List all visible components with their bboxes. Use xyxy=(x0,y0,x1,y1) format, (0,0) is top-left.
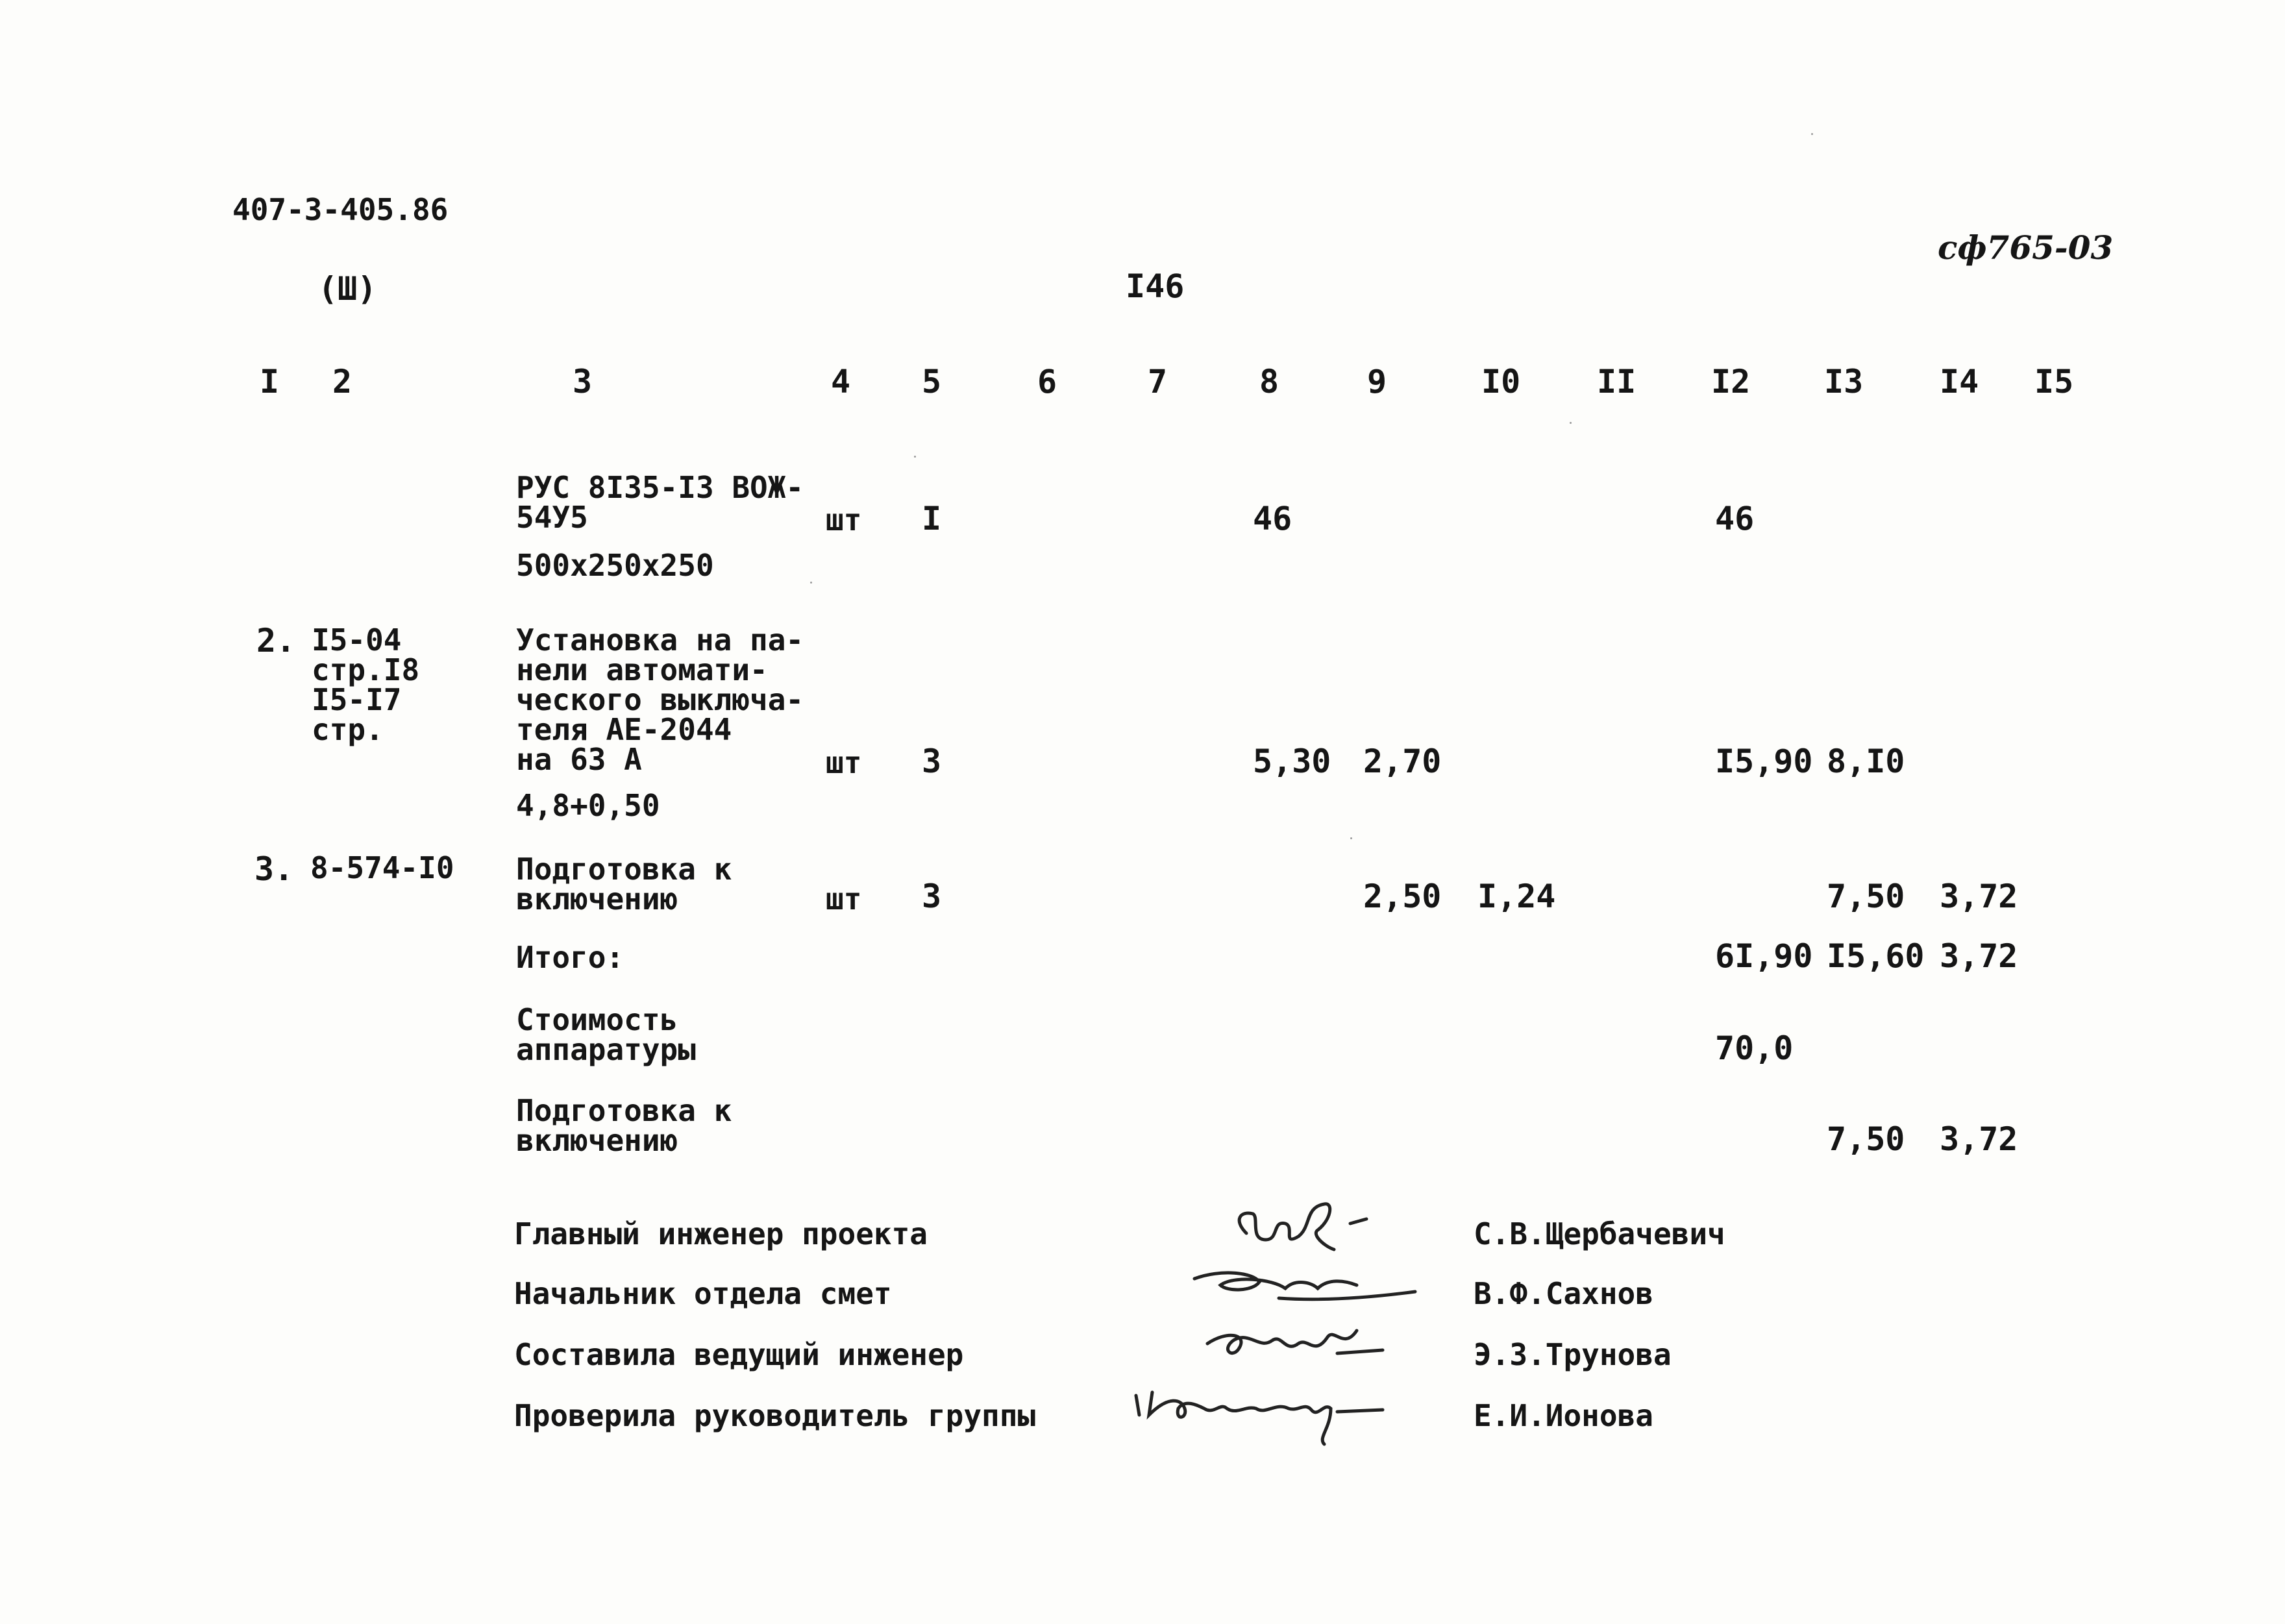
cell-col14: 3,72 xyxy=(1940,937,2018,975)
column-number: 3 xyxy=(573,363,593,400)
signatory-name: Э.З.Трунова xyxy=(1474,1337,1672,1372)
item-note: 4,8+0,50 xyxy=(516,788,660,823)
cell-col9: 2,50 xyxy=(1363,878,1442,915)
cell-col8: 5,30 xyxy=(1253,743,1331,780)
cell-col12: 6I,90 xyxy=(1715,937,1813,975)
signatory-role: Составила ведущий инженер xyxy=(514,1337,964,1372)
item-name: Подготовка к включению xyxy=(516,852,732,917)
totals-label: Итого: xyxy=(516,940,624,975)
column-number: 5 xyxy=(922,363,942,400)
cell-col13: 8,I0 xyxy=(1827,743,1905,780)
cell-col12: I5,90 xyxy=(1715,743,1813,780)
section-mark: (Ш) xyxy=(318,270,377,308)
document-code: 407-3-405.86 xyxy=(232,192,449,227)
scan-speck xyxy=(914,456,916,458)
item-name: Установка на па- нели автомати- ческого выключа- теля АЕ-2044 на 63 А xyxy=(516,622,804,777)
item-code: I5-04 стр.I8 I5-I7 стр. xyxy=(312,622,420,747)
column-number: I3 xyxy=(1824,363,1864,400)
cell-col13: I5,60 xyxy=(1827,937,1925,975)
column-number: I2 xyxy=(1711,363,1751,400)
cell-col9: 2,70 xyxy=(1363,743,1442,780)
equipment-cost-label: Стоимость аппаратуры xyxy=(516,1002,696,1067)
column-number: I5 xyxy=(2034,363,2074,400)
scan-speck xyxy=(1811,133,1813,135)
item-unit: шт xyxy=(826,881,862,917)
signatory-name: В.Ф.Сахнов xyxy=(1474,1276,1653,1311)
item-number: 2. xyxy=(256,622,296,659)
cell-col13: 7,50 xyxy=(1827,878,1905,915)
item-unit: шт xyxy=(826,745,862,780)
column-number: I4 xyxy=(1940,363,1979,400)
signature-image xyxy=(1123,1370,1422,1454)
column-number: 2 xyxy=(332,363,352,400)
cell-col10: I,24 xyxy=(1477,878,1556,915)
column-number: 6 xyxy=(1037,363,1057,400)
signatory-role: Проверила руководитель группы xyxy=(514,1398,1036,1433)
column-number: 9 xyxy=(1367,363,1387,400)
scan-speck xyxy=(1570,422,1572,424)
item-number: 3. xyxy=(254,850,294,888)
column-number: 8 xyxy=(1259,363,1279,400)
item-quantity: 3 xyxy=(922,878,942,915)
column-number: II xyxy=(1597,363,1637,400)
cell-col8: 46 xyxy=(1253,500,1292,537)
cell-col12: 70,0 xyxy=(1715,1029,1794,1067)
signatory-name: Е.И.Ионова xyxy=(1474,1398,1653,1433)
column-number: I xyxy=(260,363,280,400)
signatory-role: Начальник отдела смет xyxy=(514,1276,892,1311)
item-name: РУС 8I35-I3 ВОЖ- 54У5 xyxy=(516,470,804,535)
scan-speck xyxy=(810,582,812,584)
page-number: I46 xyxy=(1126,267,1185,305)
handwritten-stamp: сф765-03 xyxy=(1938,228,2114,267)
item-quantity: I xyxy=(922,500,942,537)
item-quantity: 3 xyxy=(922,743,942,780)
cell-col14: 3,72 xyxy=(1940,878,2018,915)
item-code: 8-574-I0 xyxy=(310,850,454,885)
column-number: 7 xyxy=(1148,363,1168,400)
column-number: 4 xyxy=(831,363,851,400)
item-unit: шт xyxy=(826,502,862,537)
cell-col12: 46 xyxy=(1715,500,1755,537)
cell-col13: 7,50 xyxy=(1827,1120,1905,1158)
signatory-name: С.В.Щербачевич xyxy=(1474,1216,1725,1251)
signature-image xyxy=(1181,1253,1428,1318)
preparation-label: Подготовка к включению xyxy=(516,1093,732,1158)
column-number: I0 xyxy=(1481,363,1521,400)
item-note: 500х250х250 xyxy=(516,548,714,583)
scan-speck xyxy=(1350,837,1352,839)
cell-col14: 3,72 xyxy=(1940,1120,2018,1158)
signatory-role: Главный инженер проекта xyxy=(514,1216,928,1251)
